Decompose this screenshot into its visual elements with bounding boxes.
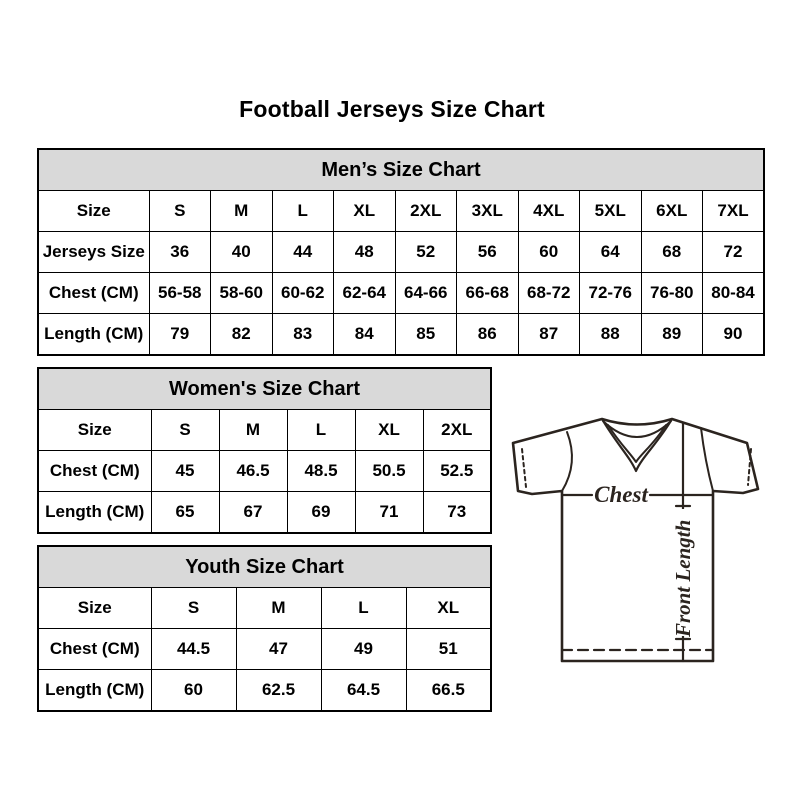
table-row (38, 588, 491, 629)
value-cell: 52 (395, 232, 457, 273)
value-cell: XL (406, 588, 491, 629)
value-cell: 62-64 (334, 273, 396, 314)
value-cell: L (272, 191, 334, 232)
value-cell: S (151, 410, 219, 451)
row-label-cell: Jerseys Size (38, 232, 149, 273)
youth-size-table (37, 545, 492, 712)
value-cell: 64.5 (321, 670, 406, 712)
value-cell: 89 (641, 314, 703, 356)
value-cell: 66-68 (457, 273, 519, 314)
value-cell: 49 (321, 629, 406, 670)
value-cell: 44 (272, 232, 334, 273)
value-cell: L (287, 410, 355, 451)
value-cell: XL (355, 410, 423, 451)
value-cell: 62.5 (236, 670, 321, 712)
value-cell: S (149, 191, 211, 232)
value-cell: M (211, 191, 273, 232)
mens-size-table (37, 148, 765, 356)
jersey-outline (513, 419, 758, 661)
value-cell: 76-80 (641, 273, 703, 314)
women-table-header-row (38, 368, 491, 410)
chest-label: Chest (594, 482, 648, 507)
youth-table-title: Youth Size Chart (38, 546, 491, 588)
table-row (38, 670, 491, 712)
value-cell: L (321, 588, 406, 629)
row-label-cell: Chest (CM) (38, 273, 149, 314)
value-cell: 82 (211, 314, 273, 356)
value-cell: 46.5 (219, 451, 287, 492)
mens-size-table-container (37, 148, 765, 348)
table-row (38, 232, 764, 273)
row-label-cell: Chest (CM) (38, 629, 151, 670)
row-label-cell: Size (38, 588, 151, 629)
men-table-header-row (38, 149, 764, 191)
value-cell: 6XL (641, 191, 703, 232)
front-length-label: Front Length (671, 519, 695, 637)
value-cell: 51 (406, 629, 491, 670)
value-cell: 85 (395, 314, 457, 356)
value-cell: 71 (355, 492, 423, 534)
value-cell: 48 (334, 232, 396, 273)
value-cell: 56-58 (149, 273, 211, 314)
value-cell: 3XL (457, 191, 519, 232)
value-cell: 56 (457, 232, 519, 273)
value-cell: 4XL (518, 191, 580, 232)
value-cell: M (219, 410, 287, 451)
value-cell: 69 (287, 492, 355, 534)
value-cell: 60 (518, 232, 580, 273)
value-cell: 7XL (703, 191, 765, 232)
value-cell: 88 (580, 314, 642, 356)
value-cell: 50.5 (355, 451, 423, 492)
value-cell: 79 (149, 314, 211, 356)
womens-size-table-container (37, 367, 492, 528)
row-label-cell: Size (38, 410, 151, 451)
value-cell: S (151, 588, 236, 629)
value-cell: 86 (457, 314, 519, 356)
value-cell: 83 (272, 314, 334, 356)
value-cell: 5XL (580, 191, 642, 232)
value-cell: XL (334, 191, 396, 232)
value-cell: 2XL (395, 191, 457, 232)
row-label-cell: Chest (CM) (38, 451, 151, 492)
table-row (38, 410, 491, 451)
value-cell: 64-66 (395, 273, 457, 314)
men-table-title: Men’s Size Chart (38, 149, 764, 191)
table-row (38, 273, 764, 314)
value-cell: 52.5 (423, 451, 491, 492)
table-row (38, 191, 764, 232)
value-cell: M (236, 588, 321, 629)
jersey-measurement-diagram (505, 403, 777, 683)
youth-table-header-row (38, 546, 491, 588)
row-label-cell: Length (CM) (38, 670, 151, 712)
value-cell: 48.5 (287, 451, 355, 492)
value-cell: 80-84 (703, 273, 765, 314)
row-label-cell: Length (CM) (38, 314, 149, 356)
value-cell: 44.5 (151, 629, 236, 670)
value-cell: 68 (641, 232, 703, 273)
row-label-cell: Length (CM) (38, 492, 151, 534)
value-cell: 36 (149, 232, 211, 273)
value-cell: 2XL (423, 410, 491, 451)
value-cell: 64 (580, 232, 642, 273)
value-cell: 66.5 (406, 670, 491, 712)
table-row (38, 451, 491, 492)
value-cell: 68-72 (518, 273, 580, 314)
table-row (38, 314, 764, 356)
value-cell: 45 (151, 451, 219, 492)
value-cell: 65 (151, 492, 219, 534)
value-cell: 60 (151, 670, 236, 712)
value-cell: 84 (334, 314, 396, 356)
value-cell: 47 (236, 629, 321, 670)
page-title: Football Jerseys Size Chart (239, 96, 545, 122)
womens-size-table (37, 367, 492, 534)
value-cell: 67 (219, 492, 287, 534)
value-cell: 87 (518, 314, 580, 356)
youth-size-table-container (37, 545, 492, 706)
value-cell: 40 (211, 232, 273, 273)
value-cell: 72-76 (580, 273, 642, 314)
women-table-title: Women's Size Chart (38, 368, 491, 410)
table-row (38, 492, 491, 534)
value-cell: 60-62 (272, 273, 334, 314)
value-cell: 73 (423, 492, 491, 534)
row-label-cell: Size (38, 191, 149, 232)
value-cell: 90 (703, 314, 765, 356)
table-row (38, 629, 491, 670)
value-cell: 58-60 (211, 273, 273, 314)
value-cell: 72 (703, 232, 765, 273)
